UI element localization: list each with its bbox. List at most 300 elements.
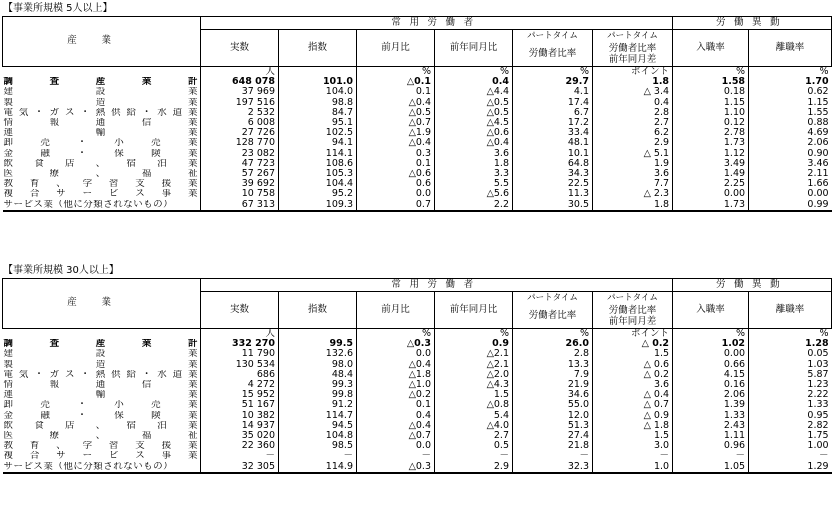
- unit-yoy: %: [435, 329, 513, 340]
- cell-pt: 2.8: [513, 349, 593, 359]
- cell-sep: 1.70: [749, 77, 832, 87]
- cell-yoy: 1.5: [435, 390, 513, 400]
- cell-yoy: 0.5: [435, 441, 513, 451]
- cell-ptd: 3.6: [593, 169, 673, 179]
- cell-index: 94.1: [279, 138, 357, 148]
- cell-index: 101.0: [279, 77, 357, 87]
- cell-yoy: 0.4: [435, 77, 513, 87]
- cell-yoy: △2.0: [435, 370, 513, 380]
- cell-pt: －: [513, 451, 593, 461]
- cell-pt: 64.8: [513, 159, 593, 169]
- header-industry: 産業: [3, 17, 201, 67]
- cell-index: 98.5: [279, 441, 357, 451]
- table-row: [3, 149, 832, 159]
- cell-yoy: 3.6: [435, 149, 513, 159]
- cell-count: 15 952: [201, 390, 279, 400]
- cell-yoy: △0.4: [435, 138, 513, 148]
- header-pt-label: パートタイム: [513, 292, 593, 305]
- cell-ptd: △ 0.9: [593, 411, 673, 421]
- cell-hire: 2.25: [673, 179, 749, 189]
- cell-mom: －: [357, 451, 435, 461]
- header-sep-rate: 離職率: [749, 292, 832, 329]
- table-row: [3, 390, 832, 400]
- table-row: [3, 159, 832, 169]
- cell-count: 197 516: [201, 98, 279, 108]
- cell-ptd: －: [593, 451, 673, 461]
- cell-mom: △1.8: [357, 370, 435, 380]
- cell-index: 105.3: [279, 169, 357, 179]
- cell-sep: 1.23: [749, 380, 832, 390]
- cell-index: 84.7: [279, 108, 357, 118]
- header-mom: 前月比: [357, 292, 435, 329]
- table-row: [3, 179, 832, 189]
- cell-pt: 13.3: [513, 360, 593, 370]
- cell-yoy: △2.1: [435, 360, 513, 370]
- cell-yoy: △4.4: [435, 87, 513, 97]
- cell-hire: 0.18: [673, 87, 749, 97]
- cell-pt: 48.1: [513, 138, 593, 148]
- cell-mom: △0.7: [357, 118, 435, 128]
- unit-mom: %: [357, 67, 435, 78]
- cell-count: 67 313: [201, 200, 279, 211]
- industry-name: 情報通信業: [3, 380, 198, 391]
- cell-index: －: [279, 451, 357, 461]
- cell-yoy: 5.5: [435, 179, 513, 189]
- header-index: 指数: [279, 292, 357, 329]
- cell-count: 686: [201, 370, 279, 380]
- cell-pt: 17.4: [513, 98, 593, 108]
- cell-hire: 1.73: [673, 138, 749, 148]
- industry-name: 医療、福祉: [3, 431, 198, 442]
- cell-mom: △0.3: [357, 462, 435, 473]
- cell-ptd: 2.9: [593, 138, 673, 148]
- header-pt-ratio-diff: 労働者比率 前年同月差: [593, 42, 673, 67]
- header-index: 指数: [279, 30, 357, 67]
- cell-yoy: △4.3: [435, 380, 513, 390]
- table-row: [3, 451, 832, 461]
- cell-ptd: △ 2.3: [593, 189, 673, 199]
- cell-count: 332 270: [201, 339, 279, 349]
- cell-sep: 1.15: [749, 98, 832, 108]
- cell-ptd: △ 5.1: [593, 149, 673, 159]
- cell-pt: 55.0: [513, 400, 593, 410]
- table-row: [3, 462, 832, 473]
- cell-mom: 0.0: [357, 349, 435, 359]
- table-row: [3, 128, 832, 138]
- cell-pt: 30.5: [513, 200, 593, 211]
- unit-pt: %: [513, 329, 593, 340]
- table-row: [3, 189, 832, 199]
- cell-pt: 34.3: [513, 169, 593, 179]
- industry-name: 金融・保険業: [3, 148, 198, 159]
- cell-sep: 2.82: [749, 421, 832, 431]
- cell-yoy: △0.5: [435, 98, 513, 108]
- industry-name: 教育、学習支援業: [3, 441, 198, 452]
- industry-name: 卸売・小売業: [3, 400, 198, 411]
- table-row: [3, 441, 832, 451]
- cell-ptd: △ 3.4: [593, 87, 673, 97]
- header-industry: 産業: [3, 279, 201, 329]
- industry-name: 建設業: [3, 87, 198, 98]
- unit-count: 人: [201, 67, 279, 78]
- cell-pt: 34.6: [513, 390, 593, 400]
- cell-pt: 21.9: [513, 380, 593, 390]
- cell-hire: 3.49: [673, 159, 749, 169]
- cell-hire: －: [673, 451, 749, 461]
- cell-index: 132.6: [279, 349, 357, 359]
- industry-name: 金融・保険業: [3, 410, 198, 421]
- cell-hire: 1.11: [673, 431, 749, 441]
- header-hire-rate: 入職率: [673, 30, 749, 67]
- cell-sep: 0.88: [749, 118, 832, 128]
- table-row: [3, 108, 832, 118]
- cell-count: 128 770: [201, 138, 279, 148]
- cell-mom: △0.4: [357, 421, 435, 431]
- cell-hire: 1.10: [673, 108, 749, 118]
- cell-hire: 1.58: [673, 77, 749, 87]
- header-count: 実数: [201, 292, 279, 329]
- cell-pt: 17.2: [513, 118, 593, 128]
- industry-name: サービス業（他に分類されないもの）: [3, 200, 201, 211]
- table-row: [3, 87, 832, 97]
- header-pt-ratio: 労働者比率: [513, 304, 593, 329]
- cell-pt: 21.8: [513, 441, 593, 451]
- cell-pt: 10.1: [513, 149, 593, 159]
- cell-hire: 1.15: [673, 98, 749, 108]
- cell-ptd: △ 0.4: [593, 390, 673, 400]
- cell-sep: 5.87: [749, 370, 832, 380]
- header-count: 実数: [201, 30, 279, 67]
- unit-hire: %: [673, 329, 749, 340]
- industry-name: 医療、福祉: [3, 169, 198, 180]
- header-yoy: 前年同月比: [435, 292, 513, 329]
- cell-pt: 29.7: [513, 77, 593, 87]
- unit-yoy: %: [435, 67, 513, 78]
- cell-sep: 1.33: [749, 400, 832, 410]
- cell-mom: 0.4: [357, 411, 435, 421]
- table-size5: [2, 16, 832, 212]
- unit-mom: %: [357, 329, 435, 340]
- header-pt-label: パートタイム: [513, 30, 593, 43]
- unit-pt-diff: ポイント: [593, 329, 673, 340]
- cell-count: 23 082: [201, 149, 279, 159]
- cell-ptd: 0.4: [593, 98, 673, 108]
- cell-ptd: 2.7: [593, 118, 673, 128]
- cell-sep: 4.69: [749, 128, 832, 138]
- cell-sep: 0.99: [749, 200, 832, 211]
- industry-name: 運輸業: [3, 128, 198, 139]
- cell-mom: 0.1: [357, 400, 435, 410]
- cell-count: 39 692: [201, 179, 279, 189]
- cell-mom: 0.1: [357, 87, 435, 97]
- industry-name: 飲食店、宿泊業: [3, 158, 198, 169]
- cell-yoy: 0.9: [435, 339, 513, 349]
- cell-hire: 2.43: [673, 421, 749, 431]
- cell-sep: 2.22: [749, 390, 832, 400]
- cell-pt: 32.3: [513, 462, 593, 473]
- cell-mom: 0.0: [357, 441, 435, 451]
- cell-index: 95.1: [279, 118, 357, 128]
- cell-sep: 0.95: [749, 411, 832, 421]
- cell-index: 98.0: [279, 360, 357, 370]
- cell-sep: 0.62: [749, 87, 832, 97]
- industry-name: 情報通信業: [3, 118, 198, 129]
- cell-mom: △0.4: [357, 138, 435, 148]
- cell-sep: 1.66: [749, 179, 832, 189]
- cell-hire: 1.73: [673, 200, 749, 211]
- cell-pt: 26.0: [513, 339, 593, 349]
- cell-mom: 0.6: [357, 179, 435, 189]
- cell-index: 99.5: [279, 339, 357, 349]
- cell-yoy: △4.0: [435, 421, 513, 431]
- cell-count: 27 726: [201, 128, 279, 138]
- cell-pt: 33.4: [513, 128, 593, 138]
- unit-pt-diff: ポイント: [593, 67, 673, 78]
- header-pt-ratio-diff: 労働者比率 前年同月差: [593, 304, 673, 329]
- cell-yoy: △5.6: [435, 189, 513, 199]
- header-group-employees: 常用労働者: [201, 279, 673, 292]
- industry-name: 電気・ガス・熱供給・水道業: [3, 369, 198, 380]
- cell-yoy: △4.5: [435, 118, 513, 128]
- table-row: [3, 411, 832, 421]
- cell-sep: 1.00: [749, 441, 832, 451]
- unit-sep: %: [749, 329, 832, 340]
- unit-count: 人: [201, 329, 279, 340]
- cell-count: 57 267: [201, 169, 279, 179]
- cell-index: 114.9: [279, 462, 357, 473]
- cell-mom: △0.7: [357, 431, 435, 441]
- cell-ptd: 3.0: [593, 441, 673, 451]
- industry-name: 建設業: [3, 349, 198, 360]
- cell-yoy: △0.5: [435, 108, 513, 118]
- cell-mom: △0.6: [357, 169, 435, 179]
- cell-index: 114.7: [279, 411, 357, 421]
- cell-pt: 12.0: [513, 411, 593, 421]
- header-group-turnover: 労働異動: [673, 279, 832, 292]
- table-row: [3, 360, 832, 370]
- header-hire-rate: 入職率: [673, 292, 749, 329]
- table-row: [3, 349, 832, 359]
- industry-name: 複合サービス事業: [3, 189, 198, 200]
- cell-count: 130 534: [201, 360, 279, 370]
- cell-index: 91.2: [279, 400, 357, 410]
- cell-sep: 3.46: [749, 159, 832, 169]
- cell-ptd: 1.8: [593, 77, 673, 87]
- cell-count: 22 360: [201, 441, 279, 451]
- header-pt-label-2: パートタイム: [593, 30, 673, 43]
- table-row: [3, 169, 832, 179]
- cell-index: 108.6: [279, 159, 357, 169]
- cell-count: 37 969: [201, 87, 279, 97]
- cell-yoy: 1.8: [435, 159, 513, 169]
- cell-count: 47 723: [201, 159, 279, 169]
- header-group-employees: 常用労働者: [201, 17, 673, 30]
- cell-sep: 1.55: [749, 108, 832, 118]
- cell-yoy: 3.3: [435, 169, 513, 179]
- table-row: [3, 98, 832, 108]
- cell-hire: 1.33: [673, 411, 749, 421]
- cell-sep: －: [749, 451, 832, 461]
- cell-ptd: 1.5: [593, 349, 673, 359]
- cell-ptd: 1.8: [593, 200, 673, 211]
- cell-hire: 0.16: [673, 380, 749, 390]
- table-row: [3, 380, 832, 390]
- cell-index: 99.3: [279, 380, 357, 390]
- cell-count: 10 758: [201, 189, 279, 199]
- industry-name: 製造業: [3, 359, 198, 370]
- cell-count: 10 382: [201, 411, 279, 421]
- cell-index: 104.0: [279, 87, 357, 97]
- cell-sep: 1.29: [749, 462, 832, 473]
- industry-name: サービス業（他に分類されないもの）: [3, 462, 201, 473]
- cell-index: 98.8: [279, 98, 357, 108]
- cell-pt: 51.3: [513, 421, 593, 431]
- cell-pt: 6.7: [513, 108, 593, 118]
- cell-ptd: 6.2: [593, 128, 673, 138]
- cell-sep: 0.90: [749, 149, 832, 159]
- cell-ptd: △ 1.8: [593, 421, 673, 431]
- cell-ptd: △ 0.6: [593, 360, 673, 370]
- cell-index: 109.3: [279, 200, 357, 211]
- cell-pt: 22.5: [513, 179, 593, 189]
- table-row: [3, 431, 832, 441]
- cell-count: 35 020: [201, 431, 279, 441]
- cell-pt: 4.1: [513, 87, 593, 97]
- table-row: [3, 400, 832, 410]
- header-group-turnover: 労働異動: [673, 17, 832, 30]
- industry-name: 調査産業計: [3, 339, 198, 350]
- header-sep-rate: 離職率: [749, 30, 832, 67]
- cell-count: 4 272: [201, 380, 279, 390]
- industry-name: 製造業: [3, 97, 198, 108]
- cell-hire: 4.15: [673, 370, 749, 380]
- cell-pt: 7.9: [513, 370, 593, 380]
- cell-mom: △0.5: [357, 108, 435, 118]
- cell-yoy: 2.7: [435, 431, 513, 441]
- section1-title: 【事業所規模 5人以上】: [3, 3, 113, 14]
- cell-mom: △0.2: [357, 390, 435, 400]
- cell-yoy: 2.9: [435, 462, 513, 473]
- table-row: [3, 339, 832, 349]
- cell-sep: 1.28: [749, 339, 832, 349]
- cell-ptd: 7.7: [593, 179, 673, 189]
- unit-pt: %: [513, 67, 593, 78]
- cell-mom: 0.3: [357, 149, 435, 159]
- cell-count: 14 937: [201, 421, 279, 431]
- table-row: [3, 77, 832, 87]
- unit-hire: %: [673, 67, 749, 78]
- cell-pt: 11.3: [513, 189, 593, 199]
- section2-title: 【事業所規模 30人以上】: [3, 265, 119, 276]
- cell-mom: △0.3: [357, 339, 435, 349]
- cell-hire: 2.78: [673, 128, 749, 138]
- table-row: [3, 200, 832, 211]
- cell-yoy: △2.1: [435, 349, 513, 359]
- industry-name: 飲食店、宿泊業: [3, 420, 198, 431]
- header-mom: 前月比: [357, 30, 435, 67]
- cell-mom: 0.1: [357, 159, 435, 169]
- table-row: [3, 138, 832, 148]
- cell-hire: 1.05: [673, 462, 749, 473]
- cell-mom: 0.0: [357, 189, 435, 199]
- cell-hire: 1.02: [673, 339, 749, 349]
- cell-hire: 1.39: [673, 400, 749, 410]
- cell-index: 104.8: [279, 431, 357, 441]
- table-row: [3, 118, 832, 128]
- cell-index: 99.8: [279, 390, 357, 400]
- cell-index: 114.1: [279, 149, 357, 159]
- cell-yoy: 5.4: [435, 411, 513, 421]
- cell-count: 648 078: [201, 77, 279, 87]
- cell-yoy: －: [435, 451, 513, 461]
- cell-hire: 1.12: [673, 149, 749, 159]
- cell-ptd: △ 0.2: [593, 339, 673, 349]
- cell-ptd: △ 0.2: [593, 370, 673, 380]
- cell-mom: △1.9: [357, 128, 435, 138]
- cell-index: 104.4: [279, 179, 357, 189]
- cell-count: 32 305: [201, 462, 279, 473]
- cell-hire: 0.66: [673, 360, 749, 370]
- cell-mom: 0.7: [357, 200, 435, 211]
- industry-name: 運輸業: [3, 390, 198, 401]
- cell-hire: 0.00: [673, 189, 749, 199]
- cell-yoy: △0.6: [435, 128, 513, 138]
- table-size30: [2, 278, 832, 474]
- header-pt-ratio: 労働者比率: [513, 42, 593, 67]
- cell-ptd: 3.6: [593, 380, 673, 390]
- unit-sep: %: [749, 67, 832, 78]
- cell-yoy: 2.2: [435, 200, 513, 211]
- cell-ptd: 1.0: [593, 462, 673, 473]
- cell-count: 11 790: [201, 349, 279, 359]
- cell-mom: △0.4: [357, 98, 435, 108]
- cell-sep: 0.00: [749, 189, 832, 199]
- cell-hire: 0.12: [673, 118, 749, 128]
- cell-sep: 1.03: [749, 360, 832, 370]
- cell-index: 102.5: [279, 128, 357, 138]
- cell-mom: △0.1: [357, 77, 435, 87]
- cell-index: 48.4: [279, 370, 357, 380]
- cell-sep: 0.05: [749, 349, 832, 359]
- cell-sep: 1.75: [749, 431, 832, 441]
- cell-sep: 2.06: [749, 138, 832, 148]
- cell-sep: 2.11: [749, 169, 832, 179]
- industry-name: 複合サービス事業: [3, 451, 198, 462]
- industry-name: 電気・ガス・熱供給・水道業: [3, 107, 198, 118]
- cell-ptd: 1.9: [593, 159, 673, 169]
- cell-count: 2 532: [201, 108, 279, 118]
- table-row: [3, 370, 832, 380]
- header-pt-label-2: パートタイム: [593, 292, 673, 305]
- header-yoy: 前年同月比: [435, 30, 513, 67]
- cell-index: 94.5: [279, 421, 357, 431]
- cell-yoy: △0.8: [435, 400, 513, 410]
- cell-count: －: [201, 451, 279, 461]
- cell-hire: 2.06: [673, 390, 749, 400]
- cell-count: 6 008: [201, 118, 279, 128]
- cell-mom: △1.0: [357, 380, 435, 390]
- cell-ptd: 2.8: [593, 108, 673, 118]
- cell-index: 95.2: [279, 189, 357, 199]
- cell-mom: △0.4: [357, 360, 435, 370]
- cell-ptd: △ 0.7: [593, 400, 673, 410]
- cell-hire: 1.49: [673, 169, 749, 179]
- table-row: [3, 421, 832, 431]
- cell-count: 51 167: [201, 400, 279, 410]
- cell-hire: 0.00: [673, 349, 749, 359]
- cell-pt: 27.4: [513, 431, 593, 441]
- industry-name: 卸売・小売業: [3, 138, 198, 149]
